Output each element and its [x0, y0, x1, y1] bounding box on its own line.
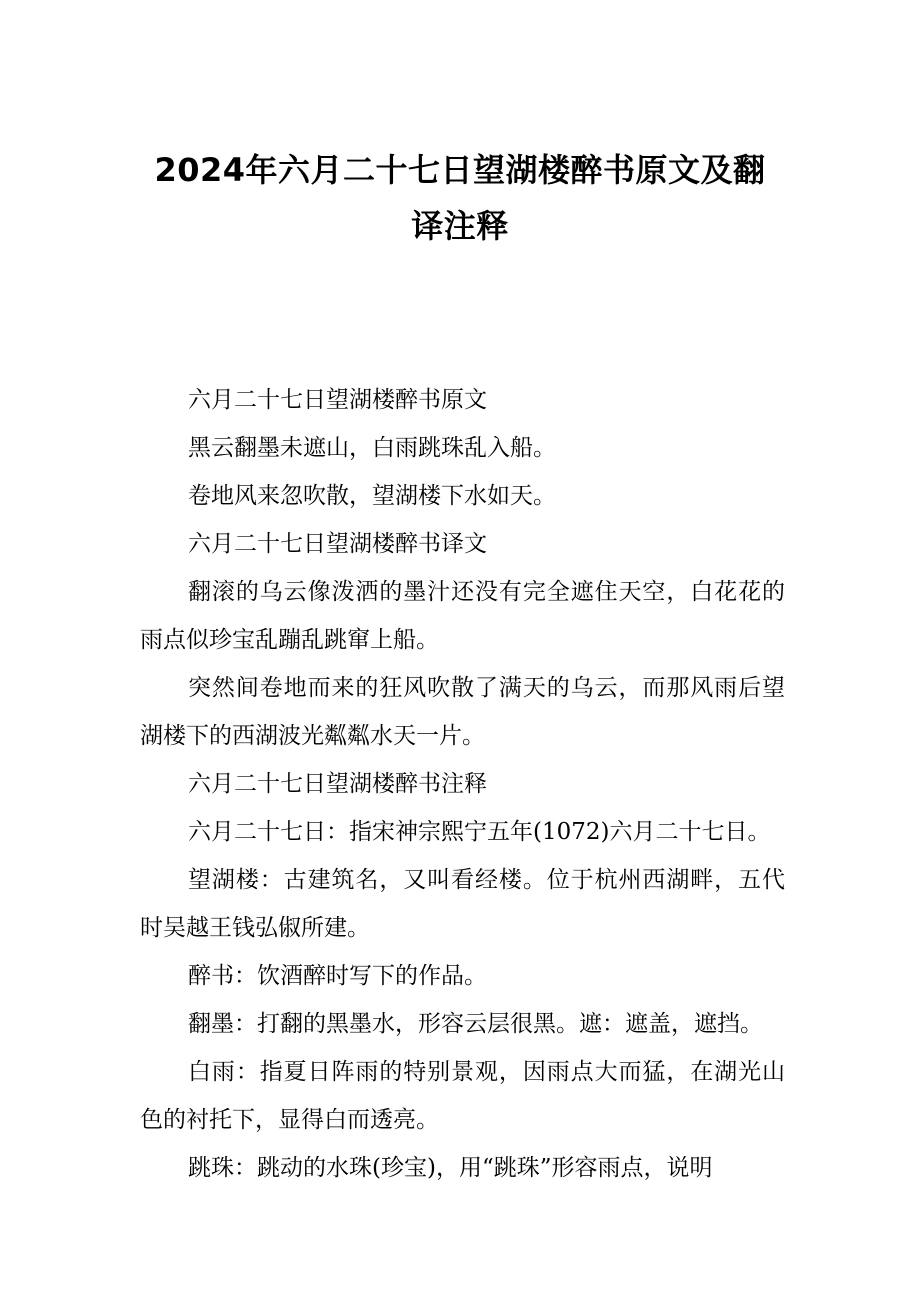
note-wanghulou: 望湖楼：古建筑名，又叫看经楼。位于杭州西湖畔，五代时吴越王钱弘俶所建。 — [140, 867, 785, 941]
heading-notes: 六月二十七日望湖楼醉书注释 — [188, 771, 487, 797]
document-title — [120, 142, 800, 254]
note-tiaozhu: 跳珠：跳动的水珠(珍宝)，用“跳珠”形容雨点，说明 — [188, 1155, 713, 1181]
document-body — [140, 376, 785, 1192]
translation-paragraph-2: 突然间卷地而来的狂风吹散了满天的乌云，而那风雨后望湖楼下的西湖波光粼粼水天一片。 — [140, 675, 785, 749]
title-line-1: 2024年六月二十七日望湖楼醉书原文及翻 — [154, 151, 766, 189]
title-line-2: 译注释 — [411, 207, 509, 245]
heading-translation: 六月二十七日望湖楼醉书译文 — [188, 531, 487, 557]
poem-line-1: 黑云翻墨未遮山，白雨跳珠乱入船。 — [188, 435, 556, 461]
note-date: 六月二十七日：指宋神宗熙宁五年(1072)六月二十七日。 — [188, 819, 771, 845]
heading-original: 六月二十七日望湖楼醉书原文 — [188, 387, 487, 413]
note-fanmo: 翻墨：打翻的黑墨水，形容云层很黑。遮：遮盖，遮挡。 — [188, 1011, 763, 1037]
note-baiyu: 白雨：指夏日阵雨的特别景观，因雨点大而猛，在湖光山色的衬托下，显得白而透亮。 — [140, 1059, 785, 1133]
translation-paragraph-1: 翻滚的乌云像泼洒的墨汁还没有完全遮住天空，白花花的雨点似珍宝乱蹦乱跳窜上船。 — [140, 579, 785, 653]
note-zuishu: 醉书：饮酒醉时写下的作品。 — [188, 963, 487, 989]
poem-line-2: 卷地风来忽吹散，望湖楼下水如天。 — [188, 483, 556, 509]
